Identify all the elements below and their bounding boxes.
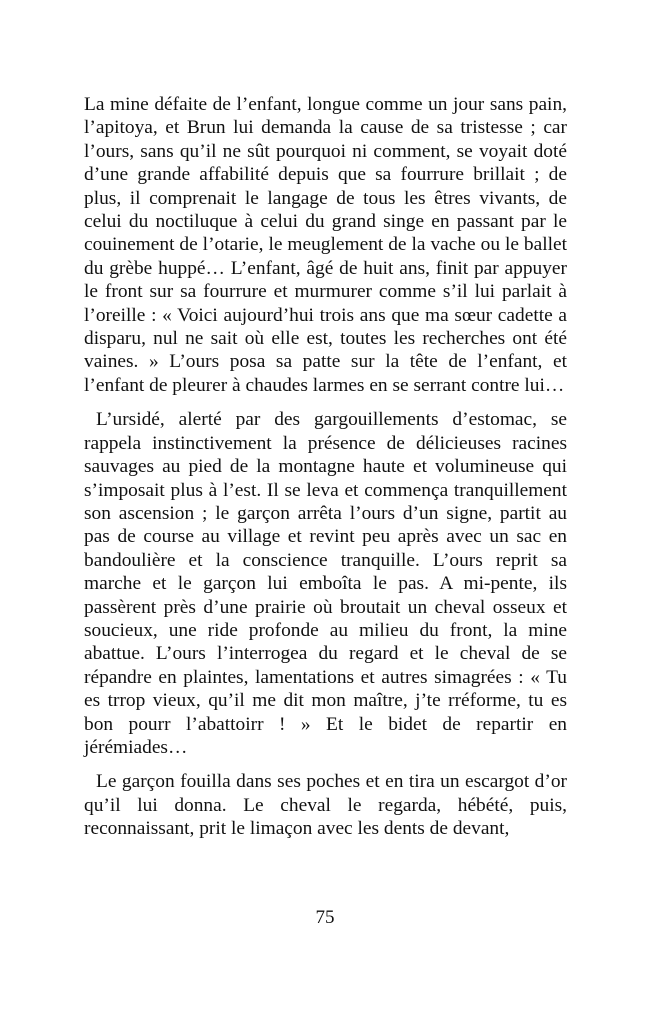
page-number: 75 bbox=[315, 907, 335, 928]
paragraph-3: Le garçon fouilla dans ses poches et en tira un escargot d’or qu’il lui donna. Le cheval le regarda, hébété, puis, reconnaissant, prit le limaçon avec les dents de devant, bbox=[84, 771, 567, 840]
paragraph-2: L’ursidé, alerté par des gargouillements d’estomac, se rappela instinctivement la présence de délicieuses racines sauvages au pied de la montagne haute et volumineuse qui s’imposait plus à l’est. Il se leva et commença tranquillement son ascension ; le garçon arrêta l’ours d’un signe, partit au pas de course au village et revint peu après avec un sac en bandoulière et la conscience tranquille. L’ours reprit sa marche et le garçon lui emboîta le pas. A mi-pente, ils passèrent près d’une prairie où broutait un cheval osseux et soucieux, une ride profonde au milieu du front, la mine abattue. L’ours l’interrogea du regard et le cheval de se répandre en plaintes, lamentations et autres simagrées : « Tu es trrop vieux, qu’il me dit mon maître, j’te rréforme, tu es bon pourr l’abattoirr ! » Et le bidet de repartir en jérémiades… bbox=[84, 409, 567, 758]
paragraph-1: La mine défaite de l’enfant, longue comme un jour sans pain, l’apitoya, et Brun lui demanda la cause de sa tristesse ; car l’ours, sans qu’il ne sût pourquoi ni comment, se voyait doté d’une grande affabilité depuis que sa fourrure brillait ; de plus, il comprenait le langage de tous les êtres vivants, de celui du noctiluque à celui du grand singe en passant par le couinement de l’otarie, le meuglement de la vache ou le ballet du grèbe huppé… L’enfant, âgé de huit ans, finit par appuyer le front sur sa fourrure et murmurer comme s’il lui parlait à l’oreille : « Voici aujourd’hui trois ans que ma sœur cadette a disparu, nul ne sait où elle est, toutes les recherches ont été vaines. » L’ours posa sa patte sur la tête de l’enfant, et l’enfant de pleurer à chaudes larmes en se serrant contre lui… bbox=[84, 94, 567, 396]
body-text bbox=[84, 93, 567, 852]
